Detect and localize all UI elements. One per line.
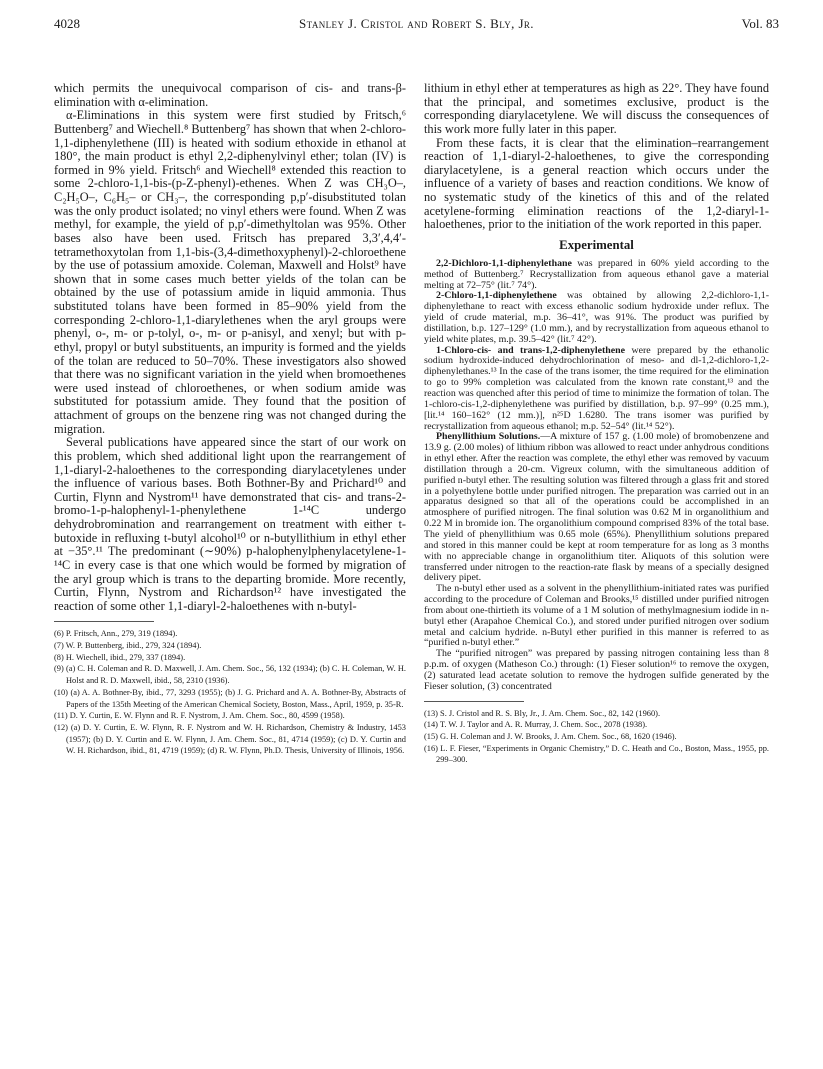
footnote: (16) L. F. Fieser, “Experiments in Organic Chemistry,” D. C. Heath and Co., Boston, Mass., 1955, pp. 299–300. (424, 743, 769, 765)
compound-name: 2,2-Dichloro-1,1-diphenylethane (436, 257, 572, 269)
experimental-paragraph: The “purified nitrogen” was prepared by passing nitrogen containing less than 8 p.p.m. of oxygen (Matheson Co.) through: (1) Fieser solution¹⁶ to remove the oxygen, (2) saturated lead acetate solution to remove the hydrogen sulfide generated by the Fieser solution, (3) concentrated (424, 648, 769, 692)
compound-name: 1-Chloro-cis- and trans-1,2-diphenylethene (436, 344, 626, 356)
footnote: (8) H. Wiechell, ibid., 279, 337 (1894). (54, 652, 186, 662)
experimental-paragraph: 2-Chloro-1,1-diphenylethene was obtained by allowing 2,2-dichloro-1,1-diphenylethane to react with excess ethanolic sodium hydroxide under reflux. The yield of crude material, m.p. 36–41°, was 91%. The product was purified by distillation, b.p. 127–129° (1.0 mm.), and by recrystallization from aqueous ethanol to yield white plates, m.p. 39.5–42° (lit.⁷ 42°). (424, 290, 769, 345)
compound-name: Phenyllithium Solutions. (436, 431, 541, 443)
right-column (424, 82, 769, 766)
footnote: (11) D. Y. Curtin, E. W. Flynn and R. F. Nystrom, J. Am. Chem. Soc., 80, 4599 (1958). (54, 711, 345, 721)
footnote: (14) T. W. J. Taylor and A. R. Murray, J. Chem. Soc., 2078 (1938). (424, 720, 648, 730)
experimental-paragraph: Phenyllithium Solutions.—A mixture of 157 g. (1.00 mole) of bromobenzene and 13.9 g. (2.00 moles) of lithium ribbon was allowed to react under anhydrous conditions in ethyl ether. After the reaction was complete, the ethyl ether was removed by vacuum distillation through a 20-cm. Vigreux column, with the simultaneous addition of purified n-butyl ether. The resulting solution was filtered through a glass frit and stored in a polyethylene bottle under purified nitrogen. The preparation was carried out in an apparatus designed so that all of the operations could be accomplished in an atmosphere of purified nitrogen. The final solution was 0.62 M in organolithium and 0.22 M in bromide ion. The organolithium compound comprised 83% of the total base. The yield of phenyllithium was 0.65 mole (65%). Phenyllithium solutions prepared and stored in this manner could be kept at room temperature for as long as 3 months with no appreciable change in organolithium titer. Aliquots of this solution were transferred under nitrogen to the reaction-rate flask by means of a specially designed delivery pipet. (424, 431, 770, 584)
paragraph: Several publications have appeared since the start of our work on this problem, which shed additional light upon the rearrangement of 1,1-diaryl-2-haloethenes to the corresponding diarylacetylenes under the influence of various bases. Both Bothner-By and Prichard¹⁰ and Curtin, Flynn and Nystrom¹¹ have demonstrated that cis- and trans-2-bromo-1-p-halophenyl-1-phenylethene 1-¹⁴C undergo dehydrobromination and rearrangement on treatment with either t-butoxide in refluxing t-butyl alcohol¹⁰ or n-butyllithium in ethyl ether at −35°.¹¹ The predominant (∼90%) p-halophenylphenylacetylene-1-¹⁴C in every case is that one which would be formed by migration of the aryl group which is trans to the departing bromide. More recently, Curtin, Flynn, Nystrom and Richardson¹² have investigated the reaction of some other 1,1-diaryl-2-haloethenes with n-butyl- (54, 435, 406, 613)
left-column (54, 82, 406, 757)
footnote-rule (54, 621, 154, 622)
volume-label: Vol. 83 (741, 16, 779, 31)
running-title: Stanley J. Cristol and Robert S. Bly, Jr. (299, 16, 534, 31)
experimental-paragraph: 1-Chloro-cis- and trans-1,2-diphenylethene were prepared by the ethanolic sodium hydroxide-induced dehydrochlorination of meso- and dl-1,2-dichloro-1,2-diphenylethanes.¹³ In the case of the trans isomer, the time required for the elimination to go to 99% completion was calculated from the known rate constant,¹³ and the reaction was quenched after this period of time to minimize the formation of tolan. The 1-chloro-cis-1,2-diphenylethene was purified by distillation, b.p. 97–99° (0.25 mm.), [lit.¹⁴ 160–162° (12 mm.)], n²⁵D 1.6280. The trans isomer was purified by recrystallization from aqueous ethanol; m.p. 52–54° (lit.¹⁴ 52°). (424, 344, 770, 432)
footnote: (13) S. J. Cristol and R. S. Bly, Jr., J. Am. Chem. Soc., 82, 142 (1960). (424, 708, 661, 718)
experimental-paragraph: 2,2-Dichloro-1,1-diphenylethane was prepared in 60% yield according to the method of Buttenberg.⁷ Recrystallization from aqueous ethanol gave a material melting at 72–75° (lit.⁷ 74°). (424, 257, 769, 291)
footnote: (7) W. P. Buttenberg, ibid., 279, 324 (1894). (54, 641, 202, 651)
footnote: (15) G. H. Coleman and J. W. Brooks, J. Am. Chem. Soc., 68, 1620 (1946). (424, 732, 677, 742)
section-heading: Experimental (559, 237, 634, 252)
page-number: 4028 (54, 16, 80, 31)
running-header (54, 16, 779, 34)
footnote-rule (424, 701, 524, 702)
paragraph: α-Eliminations in this system were first studied by Fritsch,⁶ Buttenberg⁷ and Wiechell.⁸ Buttenberg⁷ has shown that when 2-chloro-1,1-diphenylethene (III) is heated with sodium ethoxide in ethanol at 180°, the main product is ethyl 2,2-diphenylvinyl ether; tolan (IV) is formed in 9% yield. Fritsch⁶ and Wiechell⁸ extended this reaction to some 2-chloro-1,1-bis-(p-Z-phenyl)-ethenes. When Z was CH₃O–, C₂H₅O–, C₆H₅– or CH₃–, the corresponding p,p′-disubstituted tolan was the only product isolated; no vinyl ethers were found. When Z was methyl, for example, the yield of p,p′-dimethyltolan was 95%. Other bases also have been used. Fritsch has prepared 3,3′,4,4′-tetramethoxytolan from 1,1-bis-(3,4-dimethoxyphenyl)-2-chloroethene by the use of potassium amoxide. Coleman, Maxwell and Holst⁹ have shown that in some cases much better yields of the tolan can be obtained by the use of potassium amide in liquid ammonia. Thus substituted tolans have been formed in 85–90% yield from the corresponding 2-chloro-1,1-diarylethenes when the aryl groups were phenyl, o-, m- or p-tolyl, o-, m- or p-anisyl, and xenyl; but with p-ethyl, propyl or butyl substituents, an impurity is formed and the yields of the tolan are reduced to 50–70%. These investigators also showed that there was no significant variation in the yield when bromoethenes were used instead of chloroethenes, or when sodium amide was substituted for potassium amide. They found that the position of attachment of groups on the benzene ring was not changed during the migration. (54, 108, 406, 436)
footnote: (10) (a) A. A. Bothner-By, ibid., 77, 3293 (1955); (b) J. G. Prichard and A. A. Bothner-By, Abstracts of Papers of the 135th Meeting of the American Chemical Society, Boston, Mass., April, 1959, p. 35-R. (54, 687, 406, 709)
compound-name: 2-Chloro-1,1-diphenylethene (436, 290, 557, 302)
paragraph: lithium in ethyl ether at temperatures as high as 22°. They have found that the principal, and sometimes exclusive, product is the corresponding diarylacetylene. We will discuss the consequences of this work more fully later in this paper. (424, 81, 769, 136)
footnote: (12) (a) D. Y. Curtin, E. W. Flynn, R. F. Nystrom and W. H. Richardson, Chemistry & Industry, 1453 (1957); (b) D. Y. Curtin and E. W. Flynn, J. Am. Chem. Soc., 81, 4714 (1959); (c) D. Y. Curtin and W. H. Richardson, ibid., 81, 4719 (1959); (d) R. W. Flynn, Ph.D. Thesis, University of Illinois, 1956. (54, 723, 406, 756)
footnote: (9) (a) C. H. Coleman and R. D. Maxwell, J. Am. Chem. Soc., 56, 132 (1934); (b) C. H. Coleman, W. H. Holst and R. D. Maxwell, ibid., 58, 2310 (1936). (54, 664, 406, 686)
experimental-paragraph: The n-butyl ether used as a solvent in the phenyllithium-initiated rates was purified according to the procedure of Coleman and Brooks,¹⁵ distilled under purified nitrogen from about one-thirtieth its volume of a 1 M solution of methylmagnesium iodide in n-butyl ether (Arapahoe Chemical Co.), and stored under purified nitrogen over sodium metal and calcium hydride. n-Butyl ether purified in this manner is referred to as “purified n-butyl ether.” (424, 583, 769, 649)
paragraph: which permits the unequivocal comparison of cis- and trans-β-elimination with α-elimination. (54, 81, 406, 109)
footnote: (6) P. Fritsch, Ann., 279, 319 (1894). (54, 629, 178, 639)
paragraph: From these facts, it is clear that the elimination–rearrangement reaction of 1,1-diaryl-2-haloethenes, to give the corresponding diarylacetylene, is a general reaction which occurs under the influence of a variety of bases and reaction conditions. We know of no systematic study of the kinetics of this and of the related acetylene-forming elimination reactions of the 1,2-diaryl-1-haloethenes, prior to the initiation of the work reported in this paper. (424, 135, 769, 232)
